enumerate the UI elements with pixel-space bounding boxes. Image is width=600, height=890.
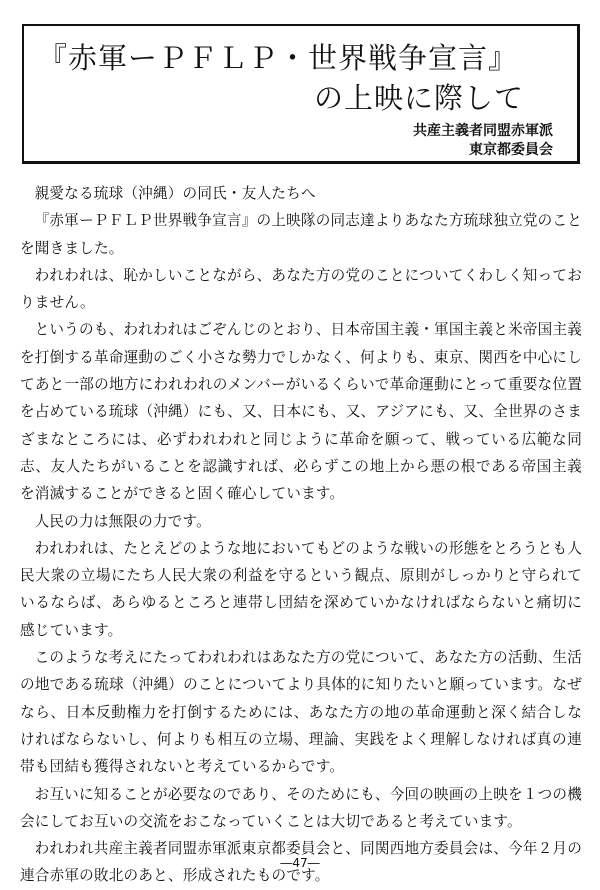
author-committee: 東京都委員会 [469,142,553,158]
paragraph: というのも、われわれはごぞんじのとおり、日本帝国主義・軍国主義と米帝国主義を打倒する革命運動のごく小さな勢力でしかなく、何よりも、東京、関西を中心にしてあと一部の地方にわれわれのメンバーがいるくらいで革命運動にとって重要な位置を占めている琉球（沖縄）にも、又、日本にも、又、アジアにも、又、全世界のさまざまなところには、必ずわれわれと同じように革命を願って、戦っている広範な同志、友人たちがいることを認識すれば、必らずこの地上から悪の根である帝国主義を消滅することができると固く確心しています。 [20,321,582,503]
paragraph: われわれは、恥かしいことながら、あなた方の党のことについてくわしく知っておりません。 [20,266,582,312]
title-line-1: 『赤軍ーＰＦＬＰ・世界戦争宣言』 [38,41,519,75]
title-line-2: の上映に際して [314,81,525,115]
paragraph: 人民の力は無限の力です。 [34,512,211,530]
paragraph: 『赤軍ーＰＦＬＰ世界戦争宣言』の上映隊の同志達よりあなた方琉球独立党のことを聞きました。 [20,212,582,257]
paragraph-salutation: 親愛なる琉球（沖縄）の同氏・友人たちへ [34,185,316,202]
author-organization: 共産主義者同盟赤軍派 [413,123,553,139]
page-number: ―47― [280,856,320,870]
paragraph: お互いに知ることが必要なのであり、そのためにも、今回の映画の上映を１つの機会にしてお互いの交流をおこなっていくことは大切であると考えています。 [20,785,582,830]
body-text [20,180,582,890]
title-box [22,24,580,164]
paragraph: われわれ共産主義者同盟赤軍派東京都委員会と、同関西地方委員会は、今年２月の連合赤軍の敗北のあと、形成されたものです。 [20,840,582,885]
paragraph: このような考えにたってわれわれはあなた方の党について、あなた方の活動、生活の地である琉球（沖縄）のことについてより具体的に知りたいと願っています。なぜなら、日本反動権力を打倒するためには、あなた方の地の革命運動と深く結合しなければならないし、何よりも相互の立場、理論、実践をよく理解しなければ真の連帯も団結も獲得されないと考えているからです。 [20,649,582,776]
paragraph: われわれは、たとえどのような地においてもどのような戦いの形態をとろうとも人民大衆の立場にたち人民大衆の利益を守るという観点、原則がしっかりと守られているならば、あらゆるところと連帯し団結を深めていかなければならないと痛切に感じています。 [20,539,582,639]
